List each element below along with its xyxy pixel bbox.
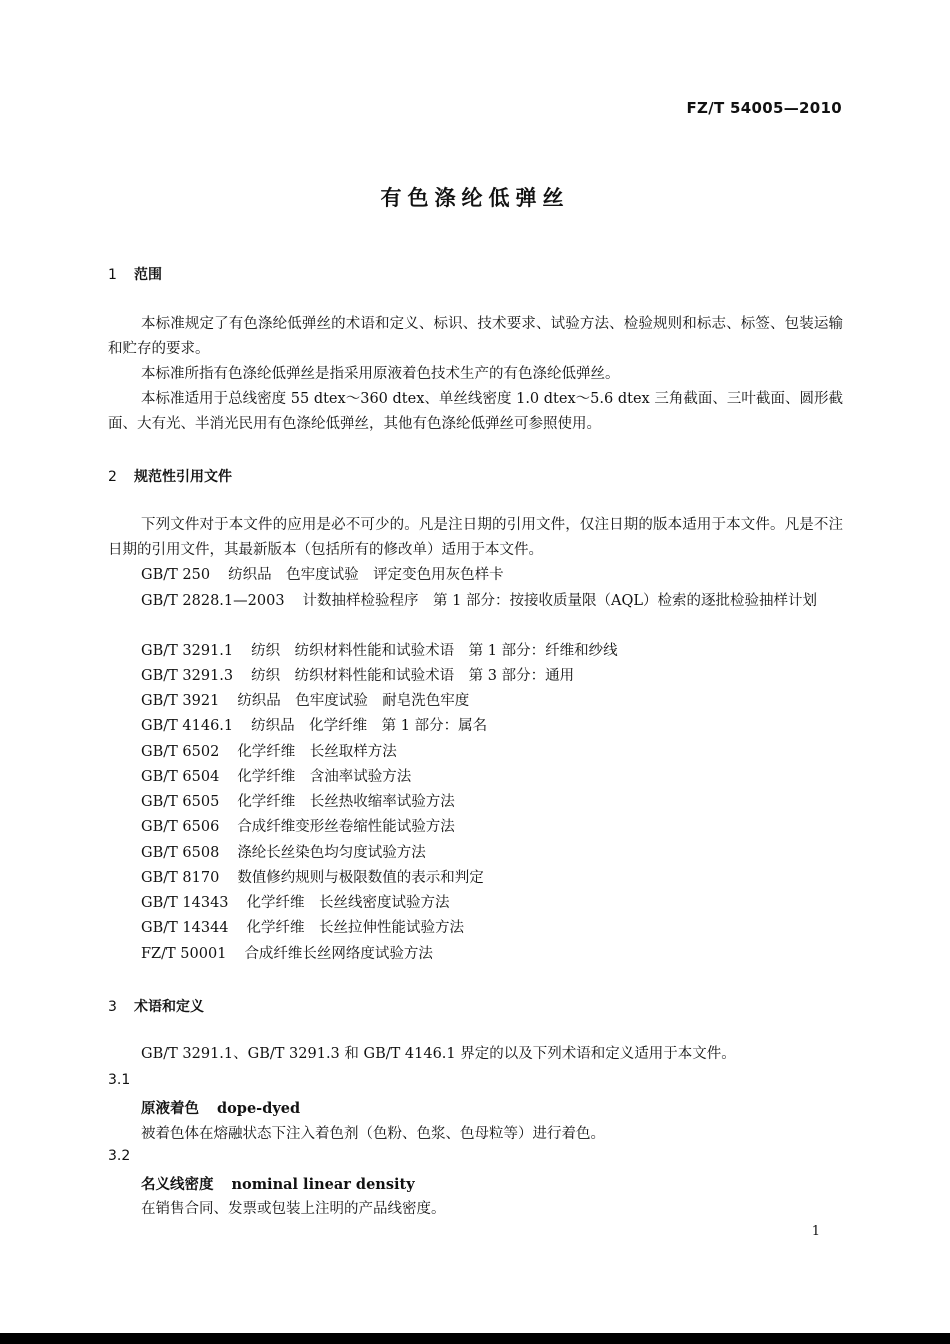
reference-code: GB/T 3291.3 [141,668,234,684]
reference-item [141,714,487,739]
section-1-heading [108,264,162,284]
reference-item [141,790,455,815]
term-number: 3.1 [108,1072,131,1088]
document-title: 有色涤纶低弹丝 [380,186,570,210]
reference-code: GB/T 6504 [141,769,220,785]
reference-item [141,942,433,967]
reference-title: 化学纤维 长丝取样方法 [237,744,397,760]
reference-code: GB/T 3291.1 [141,643,234,659]
reference-item [141,740,397,765]
reference-title: 纺织品 色牢度试验 耐皂洗色牢度 [237,693,470,709]
reference-title: 合成纤维变形丝卷缩性能试验方法 [237,819,455,835]
term-name [141,1173,415,1194]
terms-intro: GB/T 3291.1、GB/T 3291.3 和 GB/T 4146.1 界定的以及下列术语和定义适用于本文件。 [141,1046,736,1062]
scope-paragraph: 本标准适用于总线密度 55 dtex～360 dtex、单丝线密度 1.0 dtex～5.6 dtex 三角截面、三叶截面、圆形截面、大有光、半消光民用有色涤纶低弹丝，其他有色涤纶低弹丝可参照使用。 [108,391,843,432]
reference-title: 合成纤维长丝网络度试验方法 [244,946,433,962]
reference-title: 纺织 纺织材料性能和试验术语 第 1 部分：纤维和纱线 [251,643,618,659]
term-en: dope-dyed [217,1100,301,1117]
reference-code: GB/T 14344 [141,920,229,936]
term-zh: 原液着色 [141,1100,199,1117]
term-definition: 在销售合同、发票或包装上注明的产品线密度。 [141,1201,446,1217]
reference-title: 涤纶长丝染色均匀度试验方法 [237,845,426,861]
reference-code: GB/T 4146.1 [141,718,234,734]
term-zh: 名义线密度 [141,1176,214,1193]
reference-code: GB/T 3921 [141,693,220,709]
section-2-heading [108,466,232,486]
reference-code: GB/T 6505 [141,794,220,810]
reference-item [141,664,574,689]
reference-code: FZ/T 50001 [141,946,227,962]
reference-item [141,841,426,866]
reference-title: 化学纤维 长丝线密度试验方法 [246,895,450,911]
term-name [141,1097,300,1118]
section-number: 1 [108,267,117,283]
reference-code: GB/T 6506 [141,819,220,835]
reference-code: GB/T 250 [141,567,211,583]
section-title: 术语和定义 [134,999,204,1015]
section-number: 2 [108,469,117,485]
standard-number: FZ/T 54005—2010 [686,99,842,117]
section-number: 3 [108,999,117,1015]
page-number: 1 [811,1224,820,1239]
section-3-heading [108,996,204,1016]
reference-item [141,916,464,941]
reference-code: GB/T 6502 [141,744,220,760]
reference-title: 纺织品 色牢度试验 评定变色用灰色样卡 [228,567,504,583]
term-definition: 被着色体在熔融状态下注入着色剂（色粉、色浆、色母粒等）进行着色。 [141,1126,605,1142]
page-bottom-border [0,1333,950,1344]
reference-code: GB/T 8170 [141,870,220,886]
reference-code: GB/T 2828.1—2003 [141,593,285,609]
references-intro: 下列文件对于本文件的应用是必不可少的。凡是注日期的引用文件，仅注日期的版本适用于本文件。凡是不注日期的引用文件，其最新版本（包括所有的修改单）适用于本文件。 [108,517,843,558]
reference-title: 化学纤维 长丝拉伸性能试验方法 [246,920,465,936]
reference-title: 计数抽样检验程序 第 1 部分：按接收质量限（AQL）检索的逐批检验抽样计划 [302,593,817,609]
reference-title: 化学纤维 长丝热收缩率试验方法 [237,794,455,810]
section-title: 范围 [134,267,162,283]
reference-title: 纺织品 化学纤维 第 1 部分：属名 [251,718,488,734]
term-en: nominal linear density [231,1176,415,1193]
reference-code: GB/T 6508 [141,845,220,861]
scope-paragraph: 本标准所指有色涤纶低弹丝是指采用原液着色技术生产的有色涤纶低弹丝。 [141,366,620,382]
reference-item [141,639,618,664]
reference-title: 数值修约规则与极限数值的表示和判定 [237,870,484,886]
term-number: 3.2 [108,1148,131,1164]
reference-item [141,765,411,790]
reference-code: GB/T 14343 [141,895,229,911]
reference-title: 纺织 纺织材料性能和试验术语 第 3 部分：通用 [251,668,575,684]
scope-paragraph: 本标准规定了有色涤纶低弹丝的术语和定义、标识、技术要求、试验方法、检验规则和标志、标签、包装运输和贮存的要求。 [108,316,843,357]
reference-title: 化学纤维 含油率试验方法 [237,769,412,785]
reference-item [141,815,455,840]
reference-item [141,563,504,588]
reference-item [141,866,484,891]
section-title: 规范性引用文件 [134,469,232,485]
reference-item [141,891,450,916]
reference-item [108,589,843,614]
reference-item [141,689,469,714]
